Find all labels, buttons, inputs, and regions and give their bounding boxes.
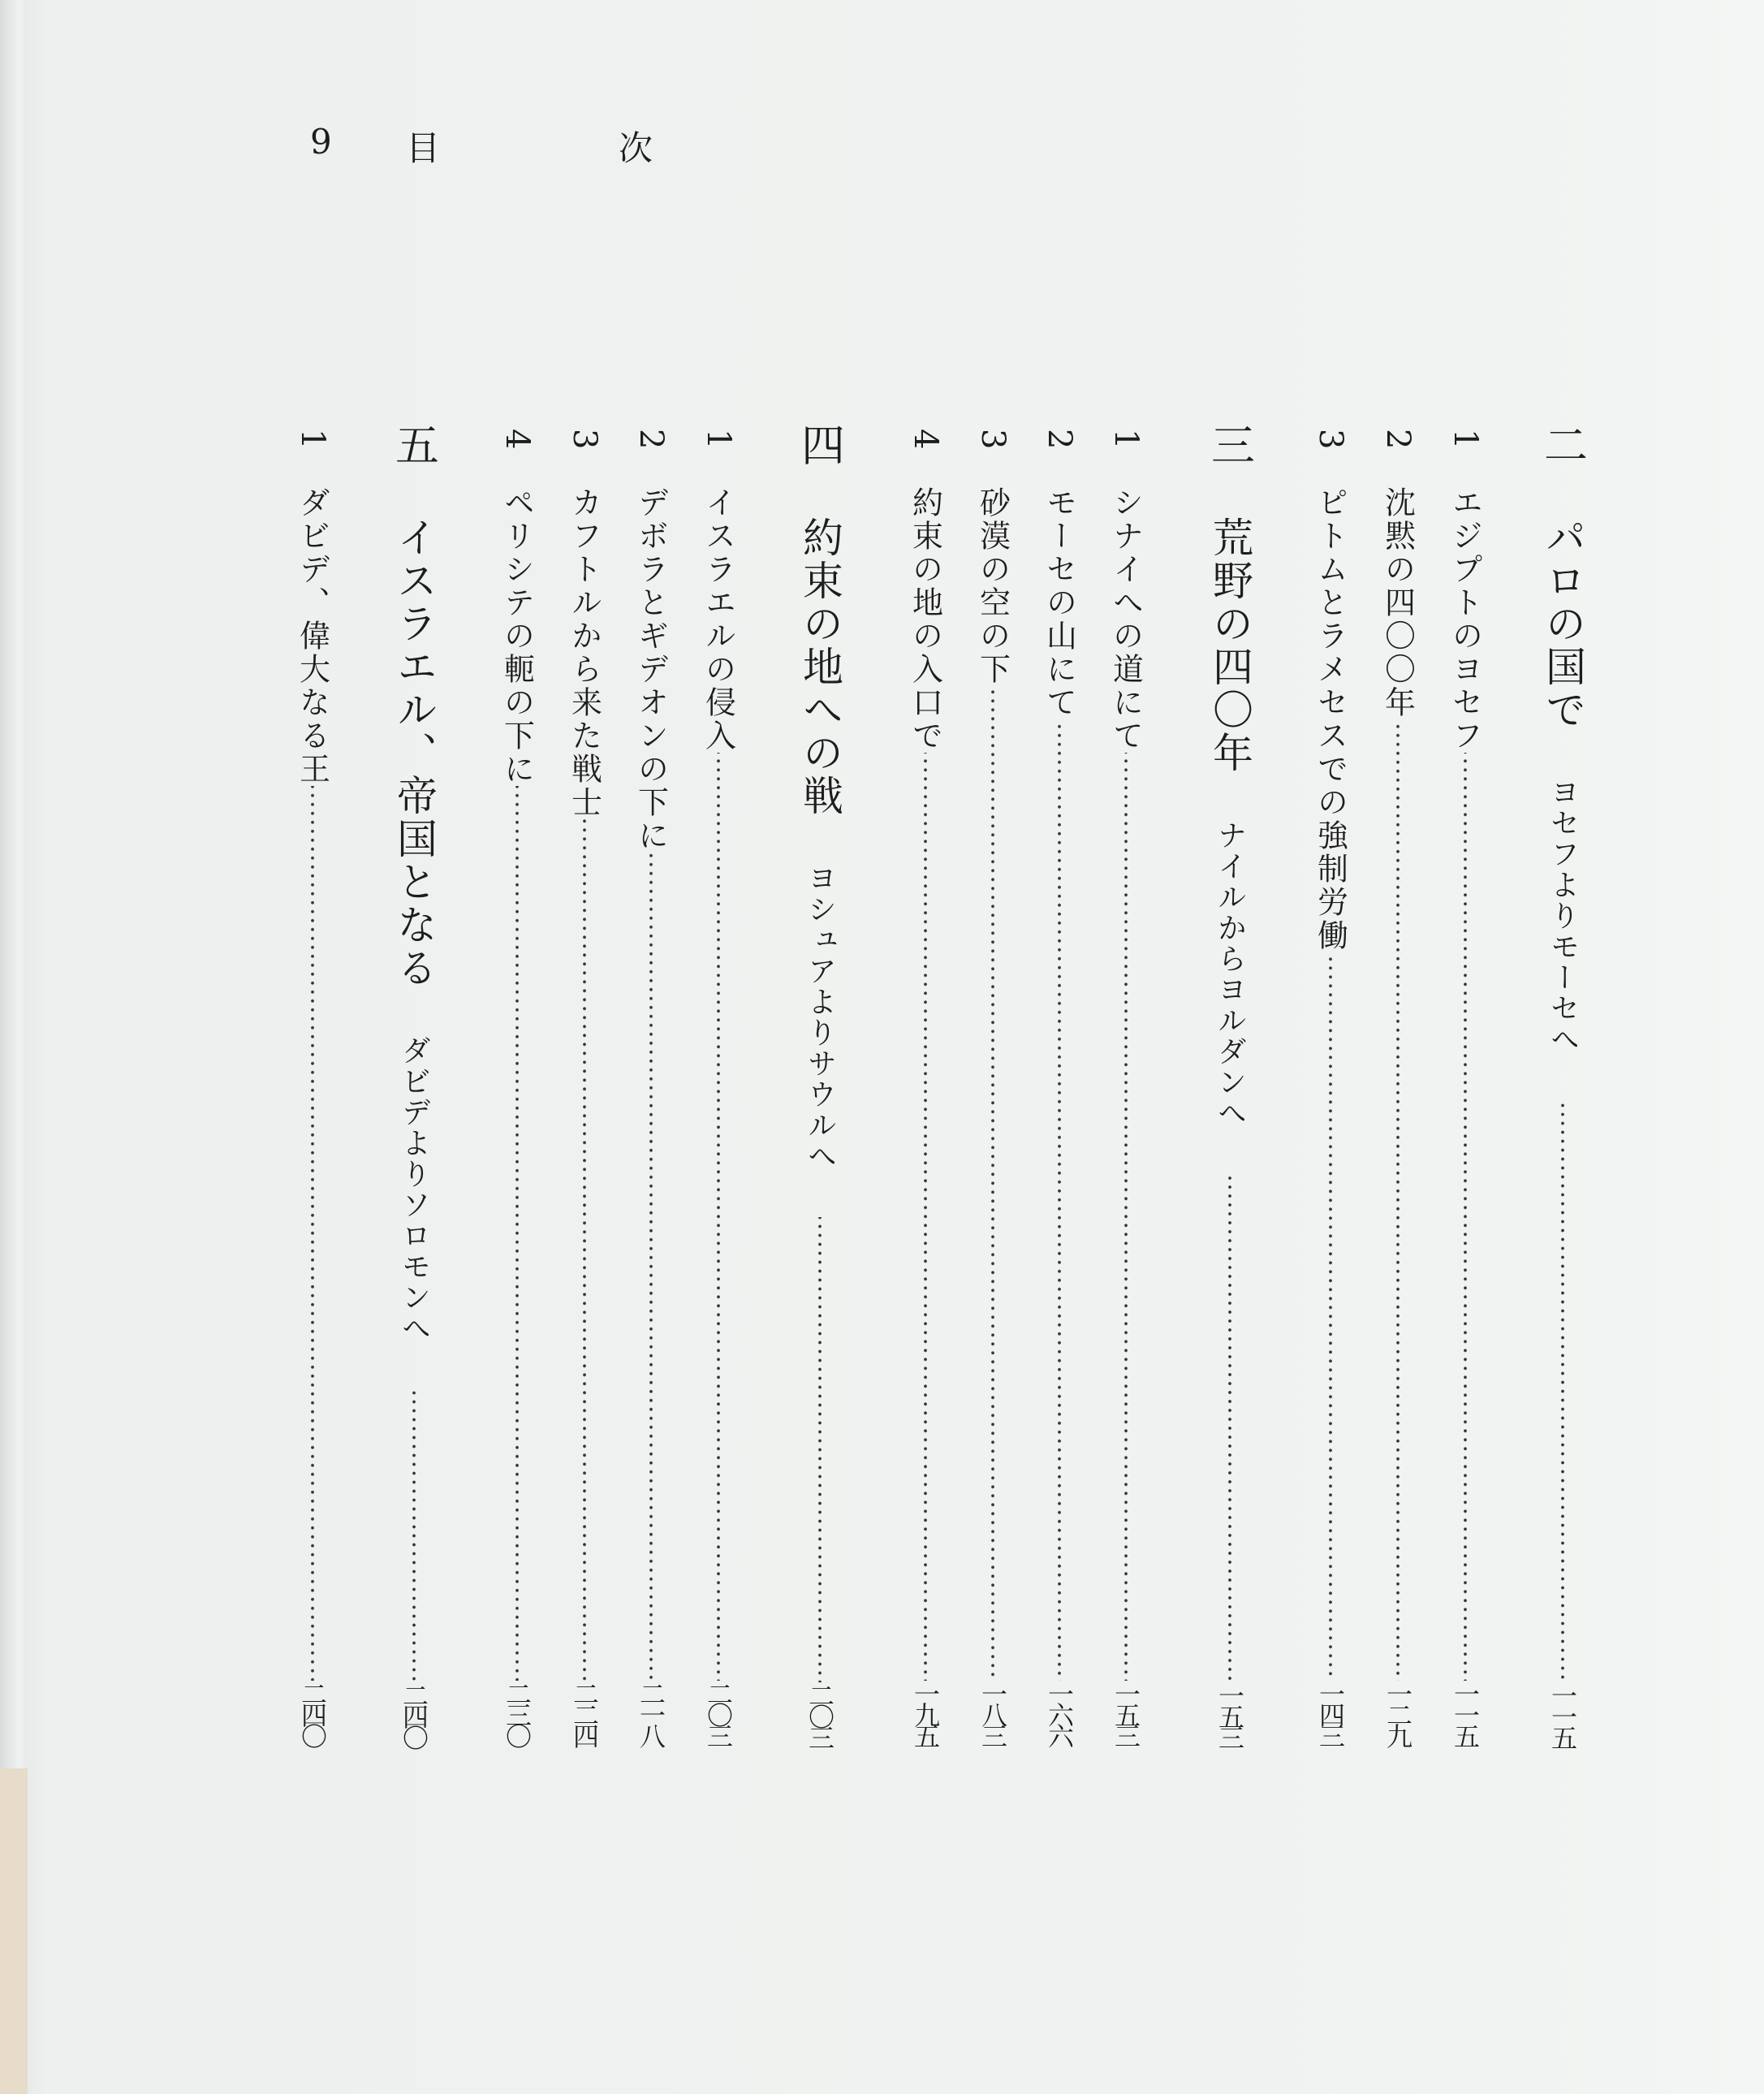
section-title: ペリシテの軛の下に: [498, 486, 535, 787]
chapter-subtitle: ダビデよりソロモンへ: [397, 1035, 431, 1344]
page-number: 一一五: [1450, 1681, 1481, 1744]
section-title: 沈黙の四〇〇年: [1379, 486, 1416, 720]
chapter-title: イスラエル、帝国となる: [390, 516, 438, 990]
section-number: 4: [498, 429, 536, 450]
section-number: 1: [1447, 429, 1484, 450]
dot-leader: [1124, 753, 1128, 1681]
dot-leader: [1463, 753, 1468, 1681]
page-number: 二三〇: [502, 1681, 533, 1744]
background-strip: [0, 1768, 28, 2094]
section-number: 2: [632, 429, 670, 450]
section-title: 約束の地の入口で: [907, 486, 943, 753]
section-number: 3: [1312, 429, 1349, 450]
page-number: 一二九: [1382, 1681, 1413, 1744]
dot-leader: [1328, 952, 1333, 1681]
toc-section-3-3[interactable]: [968, 429, 1017, 1744]
section-number: 1: [700, 429, 737, 450]
section-title: ピトムとラメセスでの強制労働: [1312, 486, 1348, 953]
section-number: 1: [1107, 429, 1145, 450]
dot-leader: [716, 753, 721, 1681]
toc-chapter-4[interactable]: [791, 422, 848, 1746]
toc-section-4-3[interactable]: [560, 429, 609, 1744]
page-number: 二一八: [636, 1681, 666, 1744]
page-number: 一五三: [1214, 1682, 1245, 1746]
section-title: エジプトのヨセフ: [1447, 486, 1483, 753]
chapter-number: 二: [1537, 422, 1589, 466]
dot-leader: [1395, 719, 1400, 1681]
toc-section-2-1[interactable]: [1441, 429, 1490, 1744]
section-number: 3: [974, 429, 1011, 450]
section-title: シナイへの道にて: [1107, 486, 1144, 753]
toc-section-2-2[interactable]: [1374, 429, 1422, 1744]
page-number: 一四三: [1315, 1681, 1346, 1744]
running-head: [292, 122, 714, 171]
toc-chapter-2[interactable]: [1534, 422, 1591, 1746]
section-number: 2: [1041, 429, 1078, 450]
dot-leader: [1057, 719, 1062, 1681]
dot-leader: [1227, 1174, 1232, 1682]
page-number: 二〇三: [804, 1682, 835, 1746]
page-number: 一八三: [977, 1681, 1008, 1744]
toc-section-4-2[interactable]: [627, 429, 675, 1744]
section-title: デボラとギデオンの下に: [632, 486, 669, 853]
toc-section-3-4[interactable]: [901, 429, 950, 1744]
chapter-title: 荒野の四〇年: [1206, 516, 1253, 775]
page-number: 一九五: [910, 1681, 941, 1744]
dot-leader: [310, 786, 315, 1681]
toc-section-4-4[interactable]: [493, 429, 541, 1744]
toc-chapter-5[interactable]: [386, 422, 442, 1746]
chapter-subtitle: ヨシュアよりサウルへ: [803, 863, 837, 1172]
dot-leader: [990, 686, 995, 1681]
toc-section-3-1[interactable]: [1102, 429, 1150, 1744]
section-title: モーセの山にて: [1041, 486, 1077, 720]
page-number: 二四〇: [399, 1682, 429, 1746]
section-title: 砂漠の空の下: [974, 486, 1011, 687]
page-number: 一一五: [1547, 1682, 1578, 1746]
page-number: 二四〇: [297, 1681, 328, 1744]
page-number: 二二四: [569, 1681, 600, 1744]
chapter-subtitle: ナイルからヨルダンへ: [1213, 820, 1247, 1129]
chapter-number: 三: [1204, 422, 1256, 466]
section-title: カフトルから来た戦士: [566, 486, 602, 820]
running-head-title-char-1: 目: [406, 128, 441, 168]
toc-section-2-3[interactable]: [1306, 429, 1355, 1744]
toc-section-5-1[interactable]: [288, 429, 337, 1744]
folio-page-number: 9: [310, 122, 332, 162]
section-number: 3: [566, 429, 603, 450]
section-number: 1: [294, 429, 331, 450]
chapter-number: 四: [794, 422, 846, 466]
dot-leader: [412, 1389, 416, 1682]
page-number: 二〇三: [703, 1681, 734, 1744]
dot-leader: [1560, 1100, 1565, 1682]
chapter-title: パロの国で: [1539, 516, 1586, 732]
page-number: 一五三: [1111, 1681, 1141, 1744]
page-number: 一六六: [1044, 1681, 1075, 1744]
toc-section-4-1[interactable]: [694, 429, 743, 1744]
section-title: ダビデ、偉大なる王: [294, 486, 330, 787]
section-title: イスラエルの侵入: [700, 486, 736, 753]
dot-leader: [923, 753, 928, 1681]
dot-leader: [515, 786, 520, 1681]
dot-leader: [817, 1217, 822, 1682]
dot-leader: [582, 819, 587, 1681]
chapter-title: 約束の地への戦: [796, 516, 843, 818]
toc-chapter-3[interactable]: [1201, 422, 1258, 1746]
chapter-number: 五: [388, 422, 440, 466]
chapter-subtitle: ヨセフよりモーセへ: [1546, 777, 1580, 1055]
running-head-title-char-2: 次: [619, 128, 653, 168]
section-number: 2: [1379, 429, 1417, 450]
section-number: 4: [907, 429, 944, 450]
dot-leader: [649, 853, 653, 1681]
toc-section-3-2[interactable]: [1035, 429, 1084, 1744]
